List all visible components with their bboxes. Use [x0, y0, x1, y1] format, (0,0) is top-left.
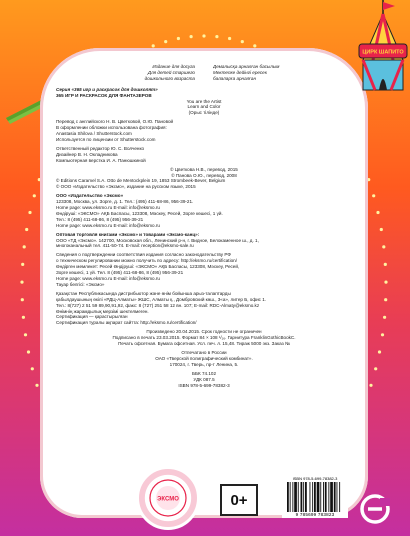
series-line: Серия «365 игр и раскрасок для дошколят»: [56, 86, 158, 92]
decor-dot: [376, 211, 379, 214]
barcode-bar: [314, 482, 316, 512]
barcode-bar: [310, 482, 311, 512]
barcode-bar: [292, 482, 293, 512]
certification-info: Сертификация туралы ақпарат сайтта: http://eksmo.ru/certification/: [56, 320, 197, 326]
certification-kz: Сертификация — қарастырылған: [56, 314, 128, 320]
decor-dot: [23, 245, 26, 248]
bbk-code: ББК 74.102: [191, 370, 217, 376]
decor-dot: [372, 194, 375, 197]
isbn-line: ISBN 978-5-699-78382-3: [178, 382, 230, 388]
barcode-bar: [323, 482, 324, 512]
header-ru-line: дошкольного возраста: [144, 75, 195, 81]
tent-sign-text: ЦИРК ШАПИТО: [362, 49, 404, 56]
copyright-line: © ООО «Издательство «Эксмо», издание на русском языке, 2015: [56, 184, 196, 190]
publisher-address: 123308, Москва, ул. Зорге, д. 1. Тел.: (495) 411-68-86, 956-39-21.: [56, 199, 194, 205]
decor-dot: [25, 228, 28, 231]
header-ru-line: Для детей старшего: [147, 69, 195, 75]
barcode-digits: 9 785699 783823: [295, 512, 335, 517]
decor-dot: [28, 211, 31, 214]
publisher-web: Home page: www.eksmo.ru E-mail: info@eksmo.ru: [56, 205, 160, 211]
barcode-bar: [339, 482, 340, 512]
wholesale-title: Оптовая торговля книгами «Эксмо» и товарами «Эксмо-канц»:: [56, 231, 200, 237]
decor-dot: [384, 263, 387, 266]
barcode-bar: [303, 482, 304, 512]
decor-dot: [383, 316, 386, 319]
decor-dot: [380, 228, 383, 231]
distributor-address: қабылдаушының өкілі «РДЦ-Алматы» ЖШС, Алматы қ., Домбровский көш., 3«а», литер Б, офис 1.: [56, 296, 267, 302]
barcode-bar: [317, 482, 320, 512]
decor-dot: [31, 367, 34, 370]
circus-tent-icon: [355, 0, 410, 96]
barcode-bar: [330, 482, 333, 512]
decor-dot: [374, 367, 377, 370]
decor-dot: [20, 281, 23, 284]
country-web: Home page: www.eksmo.ru E-mail: info@eksmo.ru: [56, 276, 160, 281]
barcode-bar: [305, 482, 307, 512]
copyright-line: © Editions Caramel S.A. Otto de Mentockplein 19, 1853 Strombeek-Bever, Belgium: [56, 178, 226, 184]
decor-dot: [35, 384, 38, 387]
publisher-seal: [136, 466, 200, 530]
decor-dot: [21, 263, 24, 266]
isbn-barcode: [282, 474, 348, 518]
designer-line: Дизайнер В. Н. Окладникова: [56, 151, 118, 157]
barcode-bar: [298, 482, 299, 512]
manufacturer-tel: Тел.: 8 (495) 411-68-86, 8 (495) 956-39-21: [56, 216, 144, 222]
barcode-bar: [312, 482, 313, 512]
cover-photo-credit: Anastasia Shilova / Shutterstock.com: [56, 131, 132, 137]
seal-text: ЭКСМО: [157, 496, 179, 503]
printer-address: 170024, г. Тверь, пр-т Ленина, 5.: [169, 361, 239, 367]
barcode-bar: [334, 482, 336, 512]
decor-dot: [384, 298, 387, 301]
layout-line: Компьютерная верстка И. А. Панюшкиной: [56, 157, 146, 163]
decor-dot: [21, 298, 24, 301]
barcode-isbn-label: ISBN 978-5-699-78382-3: [292, 476, 338, 481]
copyright-line: © Панова О.Ю., перевод, 2008: [171, 172, 237, 178]
age-rating-badge: 0+: [220, 484, 258, 516]
header-ru: [95, 64, 195, 82]
decor-dot: [215, 35, 218, 38]
book-title: 365 ИГР И РАСКРАСОК ДЛЯ ФАНТАЗЕРОВ: [56, 92, 152, 98]
production-date: Произведено 20.04.2015. Срок годности не ограничен: [146, 329, 262, 335]
decor-dot: [177, 37, 180, 40]
translation-line: Перевод с английского Н. В. Цветковой, О.Ю. Пановой: [56, 119, 174, 125]
print-specs: Печать офсетная. Бумага офсетная. Усл. печ. л. 15,48. Тираж 5000 экз. Заказ №: [118, 341, 290, 347]
eksmo-logo-icon: [360, 494, 390, 524]
decor-dot: [241, 40, 244, 43]
seal-icon: [148, 478, 188, 518]
imprint-content: [56, 64, 352, 388]
copyright-line: © Цветкова Н.В., перевод, 2015: [170, 166, 238, 172]
udk-code: УДК 087.5: [193, 376, 215, 382]
publisher-name: ООО «Издательство «Эксмо»: [56, 193, 124, 199]
decor-dot: [190, 35, 193, 38]
trademark-line: Тауар белгісі: «Эксмо»: [56, 281, 105, 287]
printer-name: ОАО «Тверской полиграфический комбинат».: [155, 355, 253, 361]
printed-in: Отпечатано в России: [181, 349, 227, 355]
decor-dot: [202, 34, 205, 37]
certification-line: Сведения о подтверждении соответствия издания согласно законодательству РФ: [56, 252, 231, 258]
distributor-contact: Тел.: 8(727) 2 51 59 89,90,91,92, факс: 8 (727) 251 58 12 вн. 107; E-mail: RDC-Almaty@eksmo.kz: [56, 302, 260, 308]
wholesale-address: ООО «ТД «Эксмо». 142700, Московская обл., Ленинский р-н, г. Видное, Белокаменное ш., д. 1,: [56, 237, 259, 243]
country-address: Зорге көшесі, 1 үй. Тел. 8 (495) 411-68-86, 8 (495) 956-39-21: [56, 270, 184, 276]
header-kz: [213, 64, 313, 82]
barcode-bars-icon: [287, 482, 343, 512]
barcode-bar: [328, 482, 329, 512]
decor-dot: [378, 350, 381, 353]
header-kz-line: Мектепке дейінгі ересек: [213, 69, 267, 75]
manufacturer-web: Home page: www.eksmo.ru E-mail: info@eksmo.ru: [56, 222, 160, 228]
header-kz-line: балаларға арналған: [213, 75, 256, 81]
header-ru-line: Издание для досуга: [152, 64, 195, 69]
barcode-bar: [301, 482, 303, 512]
original-title: You are the Artist: [186, 98, 222, 104]
decor-dot: [381, 333, 384, 336]
header-pair: [56, 64, 352, 82]
manufacturer-kz: Өндіруші: «ЭКСМО» АҚБ Баспасы, 123308, Мәскеу, Ресей, Зорге көшесі, 1 үй.: [56, 210, 223, 216]
cover-photo-line: В оформлении обложки использована фотография:: [56, 125, 167, 131]
barcode-bar: [287, 482, 289, 512]
decor-dot: [384, 281, 387, 284]
barcode-bar: [320, 482, 321, 512]
decor-dot: [27, 350, 30, 353]
distributor-line: Қазақстан Республикасында дистрибьютор және өнім бойынша арыз-талаптарды: [56, 290, 231, 296]
decor-dot: [228, 37, 231, 40]
wholesale-contact: многоканальный тел. 411-50-74. E-mail: reception@eksmo-sale.ru: [56, 243, 194, 249]
signed-line: Подписано в печать 23.03.2015. Формат 84 × 108 ¹/₁₆. Гарнитура FranklinGothicBookC.: [112, 335, 296, 341]
editor-line: Ответственный редактор Ю. С. Волченко: [56, 145, 145, 151]
decor-dot: [382, 245, 385, 248]
decor-dot: [24, 333, 27, 336]
shelf-life-line: Өнімнің жарамдылық мерзімі шектелмеген.: [56, 308, 149, 314]
header-kz-line: Демалысқа арналған басылым: [213, 64, 280, 69]
barcode-bar: [325, 482, 327, 512]
barcode-bar: [337, 482, 338, 512]
decor-dot: [33, 194, 36, 197]
original-subtitle: Learn and Color: [187, 104, 221, 110]
imprint-panel: [40, 48, 368, 518]
decor-dot: [164, 40, 167, 43]
language-note: (Орыс тілінде): [188, 110, 220, 116]
country-line: Өндірген мемлекет: Ресей Өндіруші: «ЭКСМО» АҚБ Баспасы, 123308, Мәскеу, Ресей,: [56, 264, 240, 270]
barcode-bar: [290, 482, 291, 512]
certification-url: о техническом регулировании можно получить по адресу: http://eksmo.ru/certification/: [56, 258, 237, 264]
decor-dot: [22, 316, 25, 319]
decor-dot: [369, 384, 372, 387]
barcode-bar: [294, 482, 297, 512]
license-line: Используется по лицензии от Shutterstock.com: [56, 136, 156, 142]
